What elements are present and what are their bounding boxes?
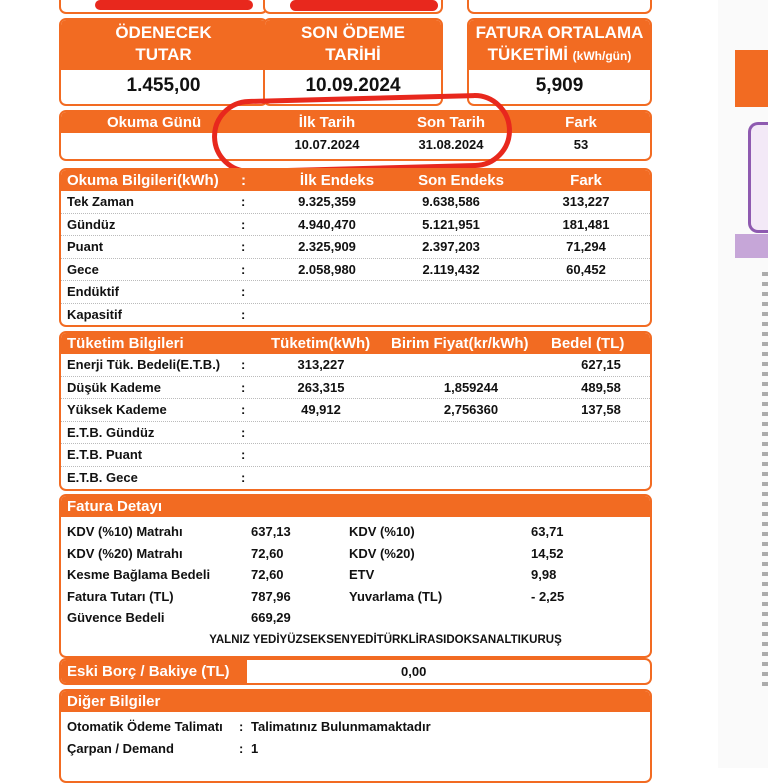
tuketim-row-colon: : <box>241 469 246 485</box>
okuma-row-fark: 60,452 <box>566 261 606 277</box>
diger-row-sep: : <box>239 740 244 756</box>
okuma-row-son: 2.397,203 <box>422 239 480 254</box>
tuketim-row-colon: : <box>241 402 246 417</box>
diger-bilgiler-title: Diğer Bilgiler <box>67 693 161 710</box>
fatura-row-value-2: 14,52 <box>531 545 564 561</box>
tuketim-row <box>61 422 650 445</box>
okuma-bilgileri-section <box>59 168 652 327</box>
fatura-row-value-2: - 2,25 <box>531 588 565 604</box>
ilk-tarih-value: 10.07.2024 <box>294 137 360 152</box>
tuketim-row-label: Düşük Kademe <box>67 379 161 395</box>
fatura-row-value-2: 9,98 <box>531 567 557 582</box>
red-annotation-oval <box>211 92 513 175</box>
okuma-row <box>61 281 650 304</box>
tuketim-row-tuketim: 49,912 <box>301 402 341 417</box>
tuketim-row <box>61 399 650 422</box>
fatura-row <box>61 564 650 586</box>
fatura-row-value-1: 72,60 <box>251 545 284 561</box>
okuma-row-colon: : <box>241 284 246 299</box>
odenecek-value: 1.455,00 <box>126 75 201 96</box>
col-bedel: Bedel (TL) <box>551 335 625 352</box>
okuma-row <box>61 191 650 214</box>
diger-row-value: Talimatınız Bulunmamaktadır <box>251 719 431 734</box>
tuketim-row-colon: : <box>241 357 246 372</box>
fatura-row <box>61 586 650 608</box>
col-tuketim: Tüketim(kWh) <box>271 335 371 352</box>
ortalama-title-2: TÜKETİMİ <box>487 45 568 64</box>
okuma-row-label: Gece <box>67 261 99 277</box>
okuma-row-label: Endüktif <box>67 284 119 299</box>
fatura-row-label-2: KDV (%10) <box>349 524 415 539</box>
ortalama-value: 5,909 <box>535 75 584 96</box>
okuma-row-colon: : <box>241 216 246 232</box>
okuma-row-son: 2.119,432 <box>422 261 480 277</box>
tuketim-row-bedel: 137,58 <box>581 402 621 417</box>
okuma-row-fark: 181,481 <box>562 216 610 232</box>
fatura-row-label-1: Fatura Tutarı (TL) <box>67 588 174 604</box>
son-odeme-title-2: TARİHİ <box>325 45 381 64</box>
tuketim-row <box>61 444 650 467</box>
okuma-row-ilk: 9.325,359 <box>298 194 356 209</box>
fatura-row-label-1: Kesme Bağlama Bedeli <box>67 567 211 582</box>
diger-bilgiler-section <box>59 689 652 783</box>
okuma-row-son: 9.638,586 <box>422 194 480 209</box>
okuma-row-label: Kapasitif <box>67 306 122 322</box>
tuketim-row-bedel: 489,58 <box>581 379 621 395</box>
tuketim-row-tuketim: 313,227 <box>297 357 345 372</box>
son-tarih-label: Son Tarih <box>416 114 486 131</box>
fatura-row-label-1: Güvence Bedeli <box>67 610 165 625</box>
fatura-detayi-section <box>59 494 652 658</box>
tuketim-row <box>61 467 650 489</box>
okuma-row <box>61 259 650 282</box>
col-fark: Fark <box>570 172 602 189</box>
okuma-row <box>61 236 650 259</box>
fatura-row <box>61 521 650 543</box>
okuma-row-colon: : <box>241 239 246 254</box>
right-text-fragments <box>762 272 768 692</box>
son-odeme-title-1: SON ÖDEME <box>301 23 405 42</box>
eski-borc-label: Eski Borç / Bakiye (TL) <box>67 663 230 680</box>
tuketim-row-fiyat: 1,859244 <box>443 379 499 395</box>
right-purple-band <box>735 234 768 258</box>
fatura-row-value-2: 63,71 <box>531 524 564 539</box>
okuma-row-son: 5.121,951 <box>422 216 480 232</box>
okuma-row-colon: : <box>241 194 246 209</box>
okuma-bilgileri-title: Okuma Bilgileri(kWh) <box>67 172 219 189</box>
tuketim-row-colon: : <box>241 447 246 462</box>
right-orange-band <box>735 50 768 107</box>
tuketim-row-label: Yüksek Kademe <box>67 402 167 417</box>
eski-borc-section <box>59 658 652 685</box>
tuketim-row <box>61 354 650 377</box>
col-ilk-endeks: İlk Endeks <box>299 172 375 189</box>
okuma-row <box>61 304 650 326</box>
diger-row-sep: : <box>239 719 244 734</box>
diger-row <box>61 716 650 738</box>
ortalama-title-1: FATURA ORTALAMA <box>475 23 644 42</box>
fatura-row-label-1: KDV (%20) Matrahı <box>67 545 183 561</box>
fatura-row-value-1: 72,60 <box>251 567 284 582</box>
tuketim-bilgileri-title: Tüketim Bilgileri <box>67 335 184 352</box>
okuma-row-label: Tek Zaman <box>67 194 134 209</box>
redaction-mark-mid <box>290 0 438 11</box>
eski-borc-value: 0,00 <box>401 664 427 679</box>
fatura-ortalama-box <box>467 18 652 106</box>
tuketim-row-fiyat: 2,756360 <box>443 402 499 417</box>
tuketim-row-label: Enerji Tük. Bedeli(E.T.B.) <box>67 357 221 372</box>
diger-row <box>61 738 650 760</box>
tuketim-row-tuketim: 263,315 <box>297 379 345 395</box>
col-son-endeks: Son Endeks <box>418 172 504 189</box>
fark-value: 53 <box>573 137 589 152</box>
fatura-row <box>61 543 650 565</box>
okuma-row-colon: : <box>241 261 246 277</box>
okuma-row-ilk: 4.940,470 <box>298 216 356 232</box>
son-tarih-value: 31.08.2024 <box>418 137 484 152</box>
fatura-row-value-1: 637,13 <box>251 524 291 539</box>
okuma-row-fark: 313,227 <box>562 194 610 209</box>
top-cropped-box-right <box>467 0 652 14</box>
okuma-row-ilk: 2.058,980 <box>298 261 356 277</box>
tuketim-row-label: E.T.B. Gündüz <box>67 424 155 440</box>
right-page-strip <box>718 0 768 768</box>
fark-label: Fark <box>565 114 597 131</box>
okuma-row-colon: : <box>241 306 246 322</box>
col-birim-fiyat: Birim Fiyat(kr/kWh) <box>391 335 529 352</box>
right-purple-graphic <box>748 122 768 233</box>
okuma-row-fark: 71,294 <box>566 239 606 254</box>
odenecek-tutar-box <box>59 18 268 106</box>
tuketim-row-colon: : <box>241 424 246 440</box>
fatura-row-label-2: ETV <box>349 567 375 582</box>
tuketim-row-bedel: 627,15 <box>581 357 621 372</box>
fatura-row-value-1: 669,29 <box>251 610 291 625</box>
fatura-row-label-1: KDV (%10) Matrahı <box>67 524 183 539</box>
fatura-row-label-2: Yuvarlama (TL) <box>349 588 443 604</box>
yalniz-text: YALNIZ YEDİYÜZSEKSENYEDİTÜRKLİRASIDOKSANALTIKURUŞ <box>209 633 562 646</box>
fatura-row <box>61 607 650 629</box>
tuketim-row-colon: : <box>241 379 246 395</box>
okuma-row-label: Puant <box>67 239 104 254</box>
okuma-bilgileri-colon: : <box>241 172 246 189</box>
fatura-row-value-1: 787,96 <box>251 588 291 604</box>
diger-row-label: Çarpan / Demand <box>67 740 174 756</box>
okuma-row-ilk: 2.325,909 <box>298 239 356 254</box>
fatura-row-label-2: KDV (%20) <box>349 545 415 561</box>
okuma-gunu-label: Okuma Günü <box>107 114 202 131</box>
tuketim-bilgileri-section <box>59 331 652 491</box>
diger-row-label: Otomatik Ödeme Talimatı <box>67 719 223 734</box>
ilk-tarih-label: İlk Tarih <box>298 114 356 131</box>
tuketim-row <box>61 377 650 400</box>
tuketim-row-label: E.T.B. Gece <box>67 469 138 485</box>
okuma-row-label: Gündüz <box>67 216 116 232</box>
odenecek-title-1: ÖDENECEK <box>115 23 212 42</box>
odenecek-title-2: TUTAR <box>135 45 192 64</box>
diger-row-value: 1 <box>251 740 259 756</box>
son-odeme-value: 10.09.2024 <box>305 75 401 96</box>
son-odeme-tarihi-box <box>263 18 443 106</box>
fatura-detayi-title: Fatura Detayı <box>67 498 163 515</box>
tuketim-row-label: E.T.B. Puant <box>67 447 143 462</box>
ortalama-unit: (kWh/gün) <box>572 49 632 63</box>
okuma-row <box>61 214 650 237</box>
redaction-mark-left <box>95 0 253 10</box>
